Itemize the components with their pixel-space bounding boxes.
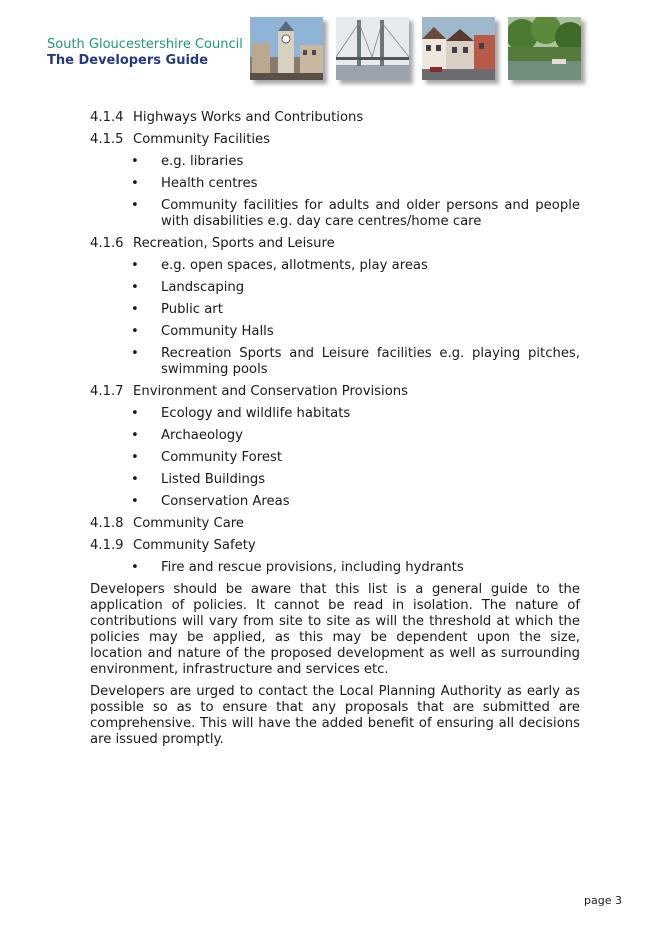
section-title: Environment and Conservation Provisions	[133, 384, 408, 399]
bullet-icon: •	[131, 258, 139, 273]
bullet-icon: •	[131, 346, 139, 361]
bullet-icon: •	[131, 560, 139, 575]
section-title: Community Care	[133, 516, 245, 531]
bullet-list	[90, 154, 580, 230]
list-item-text: Recreation Sports and Leisure facilities e.g. playing pitches, swimming pools	[161, 346, 580, 377]
list-item-text: Landscaping	[161, 280, 245, 295]
section-heading	[90, 538, 580, 554]
page-header	[0, 0, 662, 100]
list-item	[90, 324, 580, 340]
list-item	[90, 302, 580, 318]
bullet-icon: •	[131, 406, 139, 421]
list-item-text: Fire and rescue provisions, including hydrants	[161, 560, 464, 575]
section-number: 4.1.8	[90, 516, 124, 531]
street-houses-photo	[422, 17, 495, 80]
bullet-icon: •	[131, 176, 139, 191]
bullet-icon: •	[131, 472, 139, 487]
clock-tower-photo	[250, 17, 323, 80]
list-item	[90, 472, 580, 488]
bullet-list	[90, 258, 580, 378]
list-item	[90, 280, 580, 296]
list-item-text: e.g. libraries	[161, 154, 244, 169]
section-title: Community Safety	[133, 538, 256, 553]
list-item	[90, 176, 580, 192]
bullet-icon: •	[131, 302, 139, 317]
section-title: Highways Works and Contributions	[133, 110, 364, 125]
list-item	[90, 154, 580, 170]
bullet-list	[90, 560, 580, 576]
list-item-text: Health centres	[161, 176, 258, 191]
bullet-icon: •	[131, 450, 139, 465]
body-paragraph: Developers should be aware that this list is a general guide to the application of policies. It cannot be read in isolation. The nature of contributions will vary from site to site as will the threshold at which the policies may be applied, as this may be dependent upon the size, location and nature of the proposed development as well as surrounding environment, infrastructure and services etc.	[90, 582, 580, 677]
list-item-text: Ecology and wildlife habitats	[161, 406, 351, 421]
list-item	[90, 406, 580, 422]
list-item	[90, 560, 580, 576]
section-number: 4.1.7	[90, 384, 124, 399]
list-item-text: e.g. open spaces, allotments, play areas	[161, 258, 428, 273]
document-body	[90, 104, 580, 748]
bullet-icon: •	[131, 198, 139, 213]
section-heading	[90, 132, 580, 148]
list-item	[90, 450, 580, 466]
section-heading	[90, 384, 580, 400]
section-number: 4.1.4	[90, 110, 124, 125]
section-number: 4.1.5	[90, 132, 124, 147]
council-name: South Gloucestershire Council	[47, 37, 243, 52]
list-item	[90, 198, 580, 230]
bullet-icon: •	[131, 154, 139, 169]
bullet-icon: •	[131, 428, 139, 443]
section-title: Recreation, Sports and Leisure	[133, 236, 335, 251]
list-item-text: Conservation Areas	[161, 494, 290, 509]
list-item-text: Community Forest	[161, 450, 282, 465]
body-paragraph: Developers are urged to contact the Local Planning Authority as early as possible so as to ensure that any proposals that are submitted are comprehensive. This will have the added benefit of ensuring all decisions are issued promptly.	[90, 684, 580, 747]
list-item-text: Archaeology	[161, 428, 243, 443]
list-item-text: Community Halls	[161, 324, 274, 339]
guide-title: The Developers Guide	[47, 53, 209, 68]
list-item	[90, 258, 580, 274]
list-item-text: Community facilities for adults and older persons and people with disabilities e.g. day care centres/home care	[161, 198, 580, 229]
list-item-text: Listed Buildings	[161, 472, 266, 487]
bullet-icon: •	[131, 494, 139, 509]
section-heading	[90, 516, 580, 532]
bullet-list	[90, 406, 580, 510]
page-number: page 3	[584, 894, 622, 907]
list-item-text: Public art	[161, 302, 223, 317]
section-heading	[90, 236, 580, 252]
section-number: 4.1.9	[90, 538, 124, 553]
bullet-icon: •	[131, 324, 139, 339]
riverside-trees-photo	[508, 17, 581, 80]
section-title: Community Facilities	[133, 132, 271, 147]
bullet-icon: •	[131, 280, 139, 295]
bridge-photo	[336, 17, 409, 80]
list-item	[90, 494, 580, 510]
section-heading	[90, 110, 580, 126]
list-item	[90, 346, 580, 378]
section-number: 4.1.6	[90, 236, 124, 251]
list-item	[90, 428, 580, 444]
